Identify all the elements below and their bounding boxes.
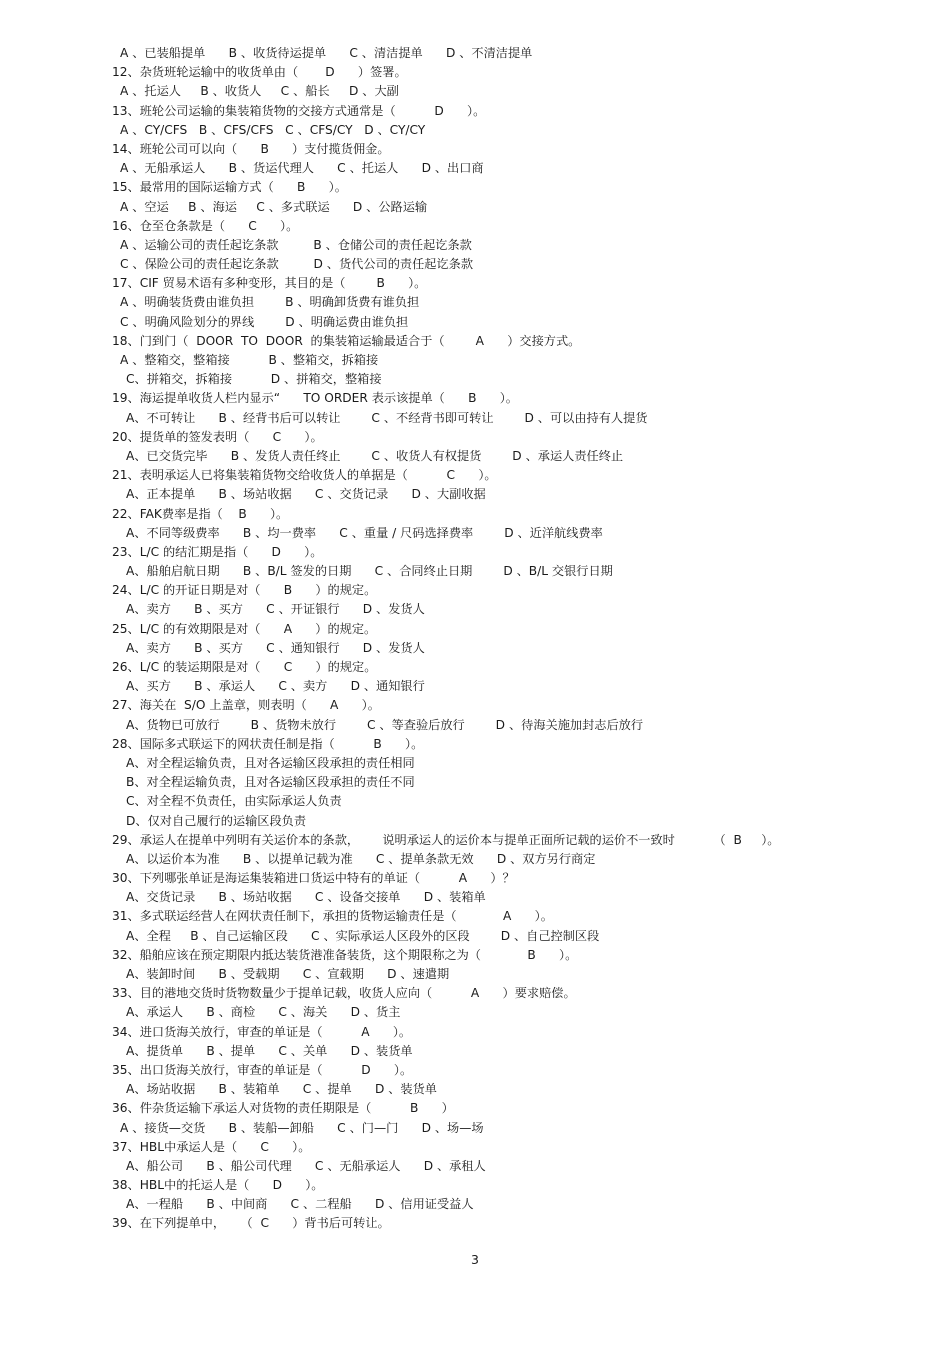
document-body xyxy=(112,44,832,1234)
option-line: A、一程船 B 、中间商 C 、二程船 D 、信用证受益人 xyxy=(126,1197,474,1212)
question-line: 18、门到门（ DOOR TO DOOR 的集装箱运输最适合于（ A ）交接方式。 xyxy=(112,333,581,348)
option-line: A 、已装船提单 B 、收货待运提单 C 、清洁提单 D 、不清洁提单 xyxy=(120,46,533,60)
option-line: C、拼箱交，拆箱接 D 、拼箱交，整箱接 xyxy=(126,372,382,387)
option-line: A、全程 B 、自己运输区段 C 、实际承运人区段外的区段 D 、自己控制区段 xyxy=(126,928,600,943)
option-line: A 、接货—交货 B 、装船—卸船 C 、门—门 D 、场—场 xyxy=(120,1120,484,1135)
option-line: A、已交货完毕 B 、发货人责任终止 C 、收货人有权提货 D 、承运人责任终止 xyxy=(126,448,624,463)
question-line: 34、进口货海关放行，审查的单证是（ A ）。 xyxy=(112,1024,412,1039)
option-line: A 、整箱交，整箱接 B 、整箱交，拆箱接 xyxy=(120,353,379,367)
option-line: A、卖方 B 、买方 C 、通知银行 D 、发货人 xyxy=(126,640,425,655)
question-line: 19、海运提单收货人栏内显示“ TO ORDER 表示该提单（ B ）。 xyxy=(112,391,518,406)
option-line: A、场站收据 B 、装箱单 C 、提单 D 、装货单 xyxy=(126,1082,437,1097)
option-line: A、货物已可放行 B 、货物未放行 C 、等查验后放行 D 、待海关施加封志后放行 xyxy=(126,717,644,732)
question-line: 23、L/C 的结汇期是指（ D ）。 xyxy=(112,544,323,559)
option-line: A、不同等级费率 B 、均一费率 C 、重量 / 尺码选择费率 D 、近洋航线费率 xyxy=(126,525,603,540)
option-line: A、卖方 B 、买方 C 、开证银行 D 、发货人 xyxy=(126,602,425,617)
option-line: A、以运价本为准 B 、以提单记载为准 C 、提单条款无效 D 、双方另行商定 xyxy=(126,851,596,866)
question-line: 33、目的港地交货时货物数量少于提单记载，收货人应向（ A ）要求赔偿。 xyxy=(112,986,576,1001)
question-line: 12、杂货班轮运输中的收货单由（ D ）签署。 xyxy=(112,65,407,80)
option-line: A、交货记录 B 、场站收据 C 、设备交接单 D 、装箱单 xyxy=(126,890,486,905)
option-line: A、承运人 B 、商检 C 、海关 D 、货主 xyxy=(126,1005,401,1020)
option-line: A、正本提单 B 、场站收据 C 、交货记录 D 、大副收据 xyxy=(126,487,486,502)
question-line: 30、下列哪张单证是海运集装箱进口货运中特有的单证（ A ）？ xyxy=(112,871,515,886)
option-line: A、装卸时间 B 、受载期 C 、宣载期 D 、速遣期 xyxy=(126,967,450,981)
question-line: 22、FAK费率是指（ B ）。 xyxy=(112,506,289,521)
question-line: 14、班轮公司可以向（ B ）支付揽货佣金。 xyxy=(112,141,390,156)
question-line: 17、CIF 贸易术语有多种变形，其目的是（ B ）。 xyxy=(112,276,427,291)
question-line: 21、表明承运人已将集装箱货物交给收货人的单据是（ C ）。 xyxy=(112,468,497,483)
question-line: 15、最常用的国际运输方式（ B ）。 xyxy=(112,180,347,195)
question-line: 13、班轮公司运输的集装箱货物的交接方式通常是（ D ）。 xyxy=(112,103,486,118)
option-line: A、不可转让 B 、经背书后可以转让 C 、不经背书即可转让 D 、可以由持有人提货 xyxy=(126,410,648,425)
option-line: A 、运输公司的责任起讫条款 B 、仓储公司的责任起讫条款 xyxy=(120,237,472,252)
option-line: A、对全程运输负责，且对各运输区段承担的责任相同 xyxy=(126,755,415,770)
option-line: A、船舶启航日期 B 、B/L 签发的日期 C 、合同终止日期 D 、B/L 交银行日期 xyxy=(126,564,613,579)
question-line: 26、L/C 的装运期限是对（ C ）的规定。 xyxy=(112,660,377,674)
option-line: A 、空运 B 、海运 C 、多式联运 D 、公路运输 xyxy=(120,199,428,214)
option-line: A、船公司 B 、船公司代理 C 、无船承运人 D 、承租人 xyxy=(126,1158,486,1173)
option-line: A 、明确装货费由谁负担 B 、明确卸货费有谁负担 xyxy=(120,295,420,310)
option-line: D、仅对自己履行的运输区段负责 xyxy=(126,813,307,828)
question-line: 28、国际多式联运下的网状责任制是指（ B ）。 xyxy=(112,736,424,751)
option-line: C 、明确风险划分的界线 D 、明确运费由谁负担 xyxy=(120,314,409,329)
question-line: 39、在下列提单中， （ C ）背书后可转让。 xyxy=(112,1216,390,1231)
option-line: A 、CY/CFS B 、CFS/CFS C 、CFS/CY D 、CY/CY xyxy=(120,122,426,137)
option-line: A 、无船承运人 B 、货运代理人 C 、托运人 D 、出口商 xyxy=(120,161,484,176)
page-number: 3 xyxy=(471,1252,479,1267)
question-line: 31、多式联运经营人在网状责任制下，承担的货物运输责任是（ A ）。 xyxy=(112,909,553,924)
question-line: 25、L/C 的有效期限是对（ A ）的规定。 xyxy=(112,621,377,636)
question-line: 27、海关在 S/O 上盖章，则表明（ A ）。 xyxy=(112,698,380,713)
question-line: 29、承运人在提单中列明有关运价本的条款， 说明承运人的运价本与提单正面所记载的运价不一致时 （ B ）。 xyxy=(112,832,780,847)
question-line: 37、HBL中承运人是（ C ）。 xyxy=(112,1139,311,1154)
question-line: 36、件杂货运输下承运人对货物的责任期限是（ B ） xyxy=(112,1101,454,1116)
option-line: A、提货单 B 、提单 C 、关单 D 、装货单 xyxy=(126,1043,413,1058)
option-line: A 、托运人 B 、收货人 C 、船长 D 、大副 xyxy=(120,84,399,99)
question-line: 32、船舶应该在预定期限内抵达装货港准备装货，这个期限称之为（ B ）。 xyxy=(112,947,578,962)
option-line: C 、保险公司的责任起讫条款 D 、货代公司的责任起讫条款 xyxy=(120,257,474,272)
option-line: A、买方 B 、承运人 C 、卖方 D 、通知银行 xyxy=(126,679,425,694)
question-line: 24、L/C 的开证日期是对（ B ）的规定。 xyxy=(112,583,377,598)
question-line: 38、HBL中的托运人是（ D ）。 xyxy=(112,1178,324,1193)
question-line: 35、出口货海关放行，审查的单证是（ D ）。 xyxy=(112,1062,413,1077)
option-line: C、对全程不负责任，由实际承运人负责 xyxy=(126,794,342,809)
question-line: 20、提货单的签发表明（ C ）。 xyxy=(112,429,323,444)
question-line: 16、仓至仓条款是（ C ）。 xyxy=(112,218,299,233)
option-line: B、对全程运输负责，且对各运输区段承担的责任不同 xyxy=(126,775,415,790)
